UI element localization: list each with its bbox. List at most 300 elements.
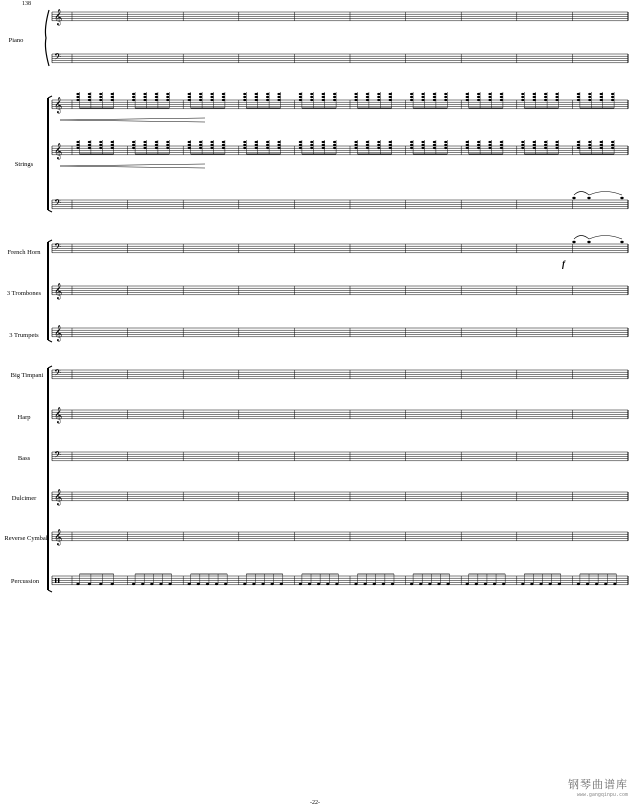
watermark: 钢琴曲谱库 — [568, 778, 628, 791]
notehead — [199, 144, 202, 146]
notehead — [533, 144, 536, 146]
notehead — [466, 141, 469, 143]
notehead — [577, 93, 580, 95]
notehead — [222, 144, 225, 146]
notehead — [444, 96, 447, 98]
notehead — [210, 96, 213, 98]
notehead — [377, 99, 380, 101]
notehead — [143, 96, 146, 98]
notehead — [444, 144, 447, 146]
perc-note — [99, 583, 102, 585]
notehead — [199, 93, 202, 95]
perc-note — [502, 583, 505, 585]
notehead — [572, 197, 575, 199]
notehead — [188, 144, 191, 146]
perc-note — [224, 583, 227, 585]
notehead — [389, 93, 392, 95]
notehead — [377, 93, 380, 95]
notehead — [555, 99, 558, 101]
staff-lines — [52, 9, 628, 585]
perc-note — [168, 583, 171, 585]
perc-note — [484, 583, 487, 585]
perc-note — [391, 583, 394, 585]
notehead — [600, 144, 603, 146]
notehead — [143, 141, 146, 143]
notehead — [433, 99, 436, 101]
notehead — [488, 96, 491, 98]
notehead — [210, 141, 213, 143]
notehead — [588, 144, 591, 146]
instrument-label-reverse-cymbal: Reverse Cymbal — [4, 535, 48, 542]
notehead — [533, 93, 536, 95]
notehead — [243, 144, 246, 146]
notehead — [155, 96, 158, 98]
notehead — [143, 93, 146, 95]
notehead — [433, 147, 436, 149]
notehead — [377, 96, 380, 98]
notehead — [477, 99, 480, 101]
notehead — [143, 99, 146, 101]
notehead — [88, 147, 91, 149]
instrument-label-french-horn: French Horn — [7, 249, 41, 256]
notehead — [521, 99, 524, 101]
notehead — [611, 99, 614, 101]
notehead — [521, 147, 524, 149]
notehead — [577, 99, 580, 101]
notehead — [555, 147, 558, 149]
notehead — [310, 93, 313, 95]
instrument-label-percussion: Percussion — [10, 578, 40, 585]
notehead — [377, 147, 380, 149]
notehead — [544, 93, 547, 95]
notehead — [76, 144, 79, 146]
notehead — [310, 96, 313, 98]
treble-clef: 𝄞 — [54, 325, 63, 342]
notehead — [620, 241, 623, 243]
notehead — [572, 241, 575, 243]
notehead — [477, 141, 480, 143]
notehead — [132, 141, 135, 143]
perc-note — [493, 583, 496, 585]
notehead — [255, 147, 258, 149]
notehead — [111, 93, 114, 95]
notehead — [188, 147, 191, 149]
bass-clef: 𝄢 — [54, 241, 62, 255]
perc-note — [539, 583, 542, 585]
notehead — [277, 141, 280, 143]
notehead — [143, 147, 146, 149]
perc-note — [308, 583, 311, 585]
notehead — [199, 96, 202, 98]
notehead — [333, 99, 336, 101]
notehead — [587, 241, 590, 243]
perc-note — [466, 583, 469, 585]
notehead — [88, 99, 91, 101]
notehead — [255, 144, 258, 146]
notehead — [366, 93, 369, 95]
bracket-hook — [48, 240, 52, 242]
notehead — [466, 147, 469, 149]
watermark-sub: www.gangqinpu.com — [576, 792, 628, 798]
perc-note — [530, 583, 533, 585]
notehead — [199, 147, 202, 149]
perc-note — [299, 583, 302, 585]
clefs — [54, 10, 62, 584]
notehead — [199, 141, 202, 143]
notehead — [500, 141, 503, 143]
notehead — [88, 96, 91, 98]
perc-note — [549, 583, 552, 585]
notehead — [488, 93, 491, 95]
notehead — [377, 141, 380, 143]
perc-note — [280, 583, 283, 585]
notehead — [354, 141, 357, 143]
notehead — [266, 147, 269, 149]
notehead — [88, 141, 91, 143]
notehead — [322, 96, 325, 98]
notehead — [277, 93, 280, 95]
notehead — [544, 144, 547, 146]
notehead — [577, 141, 580, 143]
notehead — [266, 141, 269, 143]
notehead — [277, 99, 280, 101]
notehead — [310, 99, 313, 101]
notehead — [366, 141, 369, 143]
instrument-label-bass: Bass — [17, 455, 31, 462]
notehead — [310, 141, 313, 143]
notehead — [277, 147, 280, 149]
notehead — [410, 93, 413, 95]
perc-note — [558, 583, 561, 585]
notehead — [477, 93, 480, 95]
notehead — [544, 141, 547, 143]
bass-clef: 𝄢 — [54, 197, 62, 211]
notehead — [222, 147, 225, 149]
notehead — [299, 144, 302, 146]
notehead — [433, 141, 436, 143]
notehead — [366, 96, 369, 98]
perc-note — [317, 583, 320, 585]
notehead — [322, 93, 325, 95]
perc-note — [373, 583, 376, 585]
notehead — [222, 93, 225, 95]
notehead — [299, 99, 302, 101]
notehead — [555, 144, 558, 146]
perc-note — [577, 583, 580, 585]
notehead — [243, 93, 246, 95]
notehead — [555, 93, 558, 95]
notehead — [243, 96, 246, 98]
notehead — [389, 96, 392, 98]
notehead — [354, 99, 357, 101]
perc-note — [382, 583, 385, 585]
notehead — [521, 141, 524, 143]
notehead — [88, 93, 91, 95]
notehead — [444, 93, 447, 95]
notehead — [410, 144, 413, 146]
notehead — [354, 93, 357, 95]
notehead — [611, 96, 614, 98]
notehead — [222, 141, 225, 143]
notehead — [433, 144, 436, 146]
notehead — [533, 141, 536, 143]
perc-note — [132, 583, 135, 585]
notehead — [132, 96, 135, 98]
notehead — [166, 96, 169, 98]
perc-note — [197, 583, 200, 585]
perc-note — [586, 583, 589, 585]
notehead — [620, 197, 623, 199]
notehead — [222, 96, 225, 98]
notehead — [266, 93, 269, 95]
notehead — [611, 93, 614, 95]
notehead — [500, 96, 503, 98]
notehead — [111, 96, 114, 98]
instrument-label-dulcimer: Dulcimer — [11, 495, 37, 502]
notehead — [88, 144, 91, 146]
notehead — [555, 141, 558, 143]
notehead — [366, 147, 369, 149]
notehead — [488, 141, 491, 143]
instrument-label-strings: Strings — [14, 161, 34, 168]
notehead — [600, 141, 603, 143]
notehead — [477, 144, 480, 146]
notehead — [277, 144, 280, 146]
bracket-hook — [48, 210, 52, 212]
notehead — [210, 147, 213, 149]
notehead — [433, 93, 436, 95]
notehead — [544, 96, 547, 98]
notehead — [310, 144, 313, 146]
perc-note — [261, 583, 264, 585]
treble-clef: 𝄞 — [54, 143, 63, 160]
notehead — [421, 93, 424, 95]
treble-clef: 𝄞 — [54, 489, 63, 506]
notehead — [243, 99, 246, 101]
notehead — [188, 141, 191, 143]
notehead — [76, 141, 79, 143]
treble-clef: 𝄞 — [54, 9, 63, 26]
notehead — [333, 141, 336, 143]
notehead — [410, 99, 413, 101]
notehead — [588, 96, 591, 98]
notehead — [155, 93, 158, 95]
perc-note — [354, 583, 357, 585]
notehead — [266, 99, 269, 101]
notehead — [421, 141, 424, 143]
notehead — [410, 147, 413, 149]
notehead — [99, 99, 102, 101]
notehead — [322, 147, 325, 149]
notehead — [222, 99, 225, 101]
dynamic-forte: f — [562, 259, 565, 269]
instrument-label-trumpets: 3 Trumpets — [9, 332, 39, 339]
perc-note — [215, 583, 218, 585]
notehead — [500, 147, 503, 149]
notehead — [111, 144, 114, 146]
perc-note — [410, 583, 413, 585]
notehead — [587, 197, 590, 199]
notehead — [433, 96, 436, 98]
notehead — [299, 141, 302, 143]
notehead — [277, 96, 280, 98]
notehead — [243, 141, 246, 143]
perc-note — [475, 583, 478, 585]
notehead — [210, 144, 213, 146]
notehead — [421, 144, 424, 146]
notehead — [166, 147, 169, 149]
notehead — [421, 96, 424, 98]
hairpin — [60, 164, 205, 168]
notehead — [76, 93, 79, 95]
perc-note — [428, 583, 431, 585]
bass-clef: 𝄢 — [54, 367, 62, 381]
notehead — [577, 96, 580, 98]
notehead — [76, 147, 79, 149]
notehead — [588, 147, 591, 149]
notehead — [155, 141, 158, 143]
perc-note — [326, 583, 329, 585]
notehead — [76, 96, 79, 98]
notehead — [255, 93, 258, 95]
brace — [45, 10, 49, 66]
tie — [574, 192, 589, 196]
tie — [589, 192, 622, 196]
perc-note — [188, 583, 191, 585]
bass-clef: 𝄢 — [54, 449, 62, 463]
notehead — [421, 147, 424, 149]
perc-note — [111, 583, 114, 585]
notehead — [299, 96, 302, 98]
perc-note — [419, 583, 422, 585]
notehead — [266, 96, 269, 98]
notehead — [155, 144, 158, 146]
notehead — [333, 147, 336, 149]
percussion-clef — [58, 578, 59, 583]
tie — [574, 236, 589, 240]
measure-number: 138 — [22, 1, 31, 7]
notehead — [410, 96, 413, 98]
notehead — [466, 96, 469, 98]
notehead — [76, 99, 79, 101]
notehead — [99, 147, 102, 149]
notehead — [555, 96, 558, 98]
notehead — [466, 144, 469, 146]
notehead — [166, 93, 169, 95]
notehead — [333, 144, 336, 146]
notehead — [322, 141, 325, 143]
notehead — [444, 141, 447, 143]
notehead — [533, 147, 536, 149]
notehead — [299, 147, 302, 149]
notehead — [577, 147, 580, 149]
treble-clef: 𝄞 — [54, 97, 63, 114]
notehead — [366, 144, 369, 146]
page-number: -22- — [310, 800, 320, 806]
notehead — [255, 141, 258, 143]
notehead — [310, 147, 313, 149]
perc-note — [76, 583, 79, 585]
notehead — [466, 99, 469, 101]
notehead — [266, 144, 269, 146]
notehead — [488, 144, 491, 146]
notehead — [132, 144, 135, 146]
notehead — [111, 147, 114, 149]
notehead — [600, 96, 603, 98]
notehead — [377, 144, 380, 146]
notehead — [322, 144, 325, 146]
notehead — [521, 144, 524, 146]
notehead — [188, 99, 191, 101]
notehead — [99, 96, 102, 98]
notehead — [166, 144, 169, 146]
perc-note — [613, 583, 616, 585]
notehead — [366, 99, 369, 101]
notehead — [588, 93, 591, 95]
notehead — [299, 93, 302, 95]
perc-note — [206, 583, 209, 585]
notehead — [99, 93, 102, 95]
notehead — [111, 141, 114, 143]
notehead — [333, 96, 336, 98]
notehead — [354, 144, 357, 146]
notehead — [477, 96, 480, 98]
perc-note — [437, 583, 440, 585]
notehead — [99, 144, 102, 146]
notehead — [155, 99, 158, 101]
notehead — [521, 96, 524, 98]
notehead — [577, 144, 580, 146]
notehead — [132, 99, 135, 101]
percussion-clef — [55, 578, 56, 583]
notehead — [488, 99, 491, 101]
perc-note — [446, 583, 449, 585]
notehead — [132, 147, 135, 149]
notehead — [600, 93, 603, 95]
notes — [60, 92, 624, 585]
notehead — [166, 141, 169, 143]
notehead — [389, 144, 392, 146]
notehead — [500, 144, 503, 146]
notehead — [199, 99, 202, 101]
notehead — [255, 99, 258, 101]
notehead — [322, 99, 325, 101]
notehead — [132, 93, 135, 95]
notehead — [600, 99, 603, 101]
notehead — [466, 93, 469, 95]
barlines — [52, 9, 628, 585]
notehead — [544, 147, 547, 149]
notehead — [488, 147, 491, 149]
notehead — [166, 99, 169, 101]
bracket-hook — [48, 590, 52, 592]
notehead — [611, 147, 614, 149]
treble-clef: 𝄞 — [54, 283, 63, 300]
notehead — [188, 93, 191, 95]
bracket-hook — [48, 340, 52, 342]
perc-note — [88, 583, 91, 585]
notehead — [389, 99, 392, 101]
notehead — [210, 93, 213, 95]
perc-note — [604, 583, 607, 585]
treble-clef: 𝄞 — [54, 529, 63, 546]
notehead — [533, 96, 536, 98]
notehead — [111, 99, 114, 101]
perc-note — [159, 583, 162, 585]
notehead — [243, 147, 246, 149]
system-brackets — [45, 10, 52, 592]
perc-note — [364, 583, 367, 585]
